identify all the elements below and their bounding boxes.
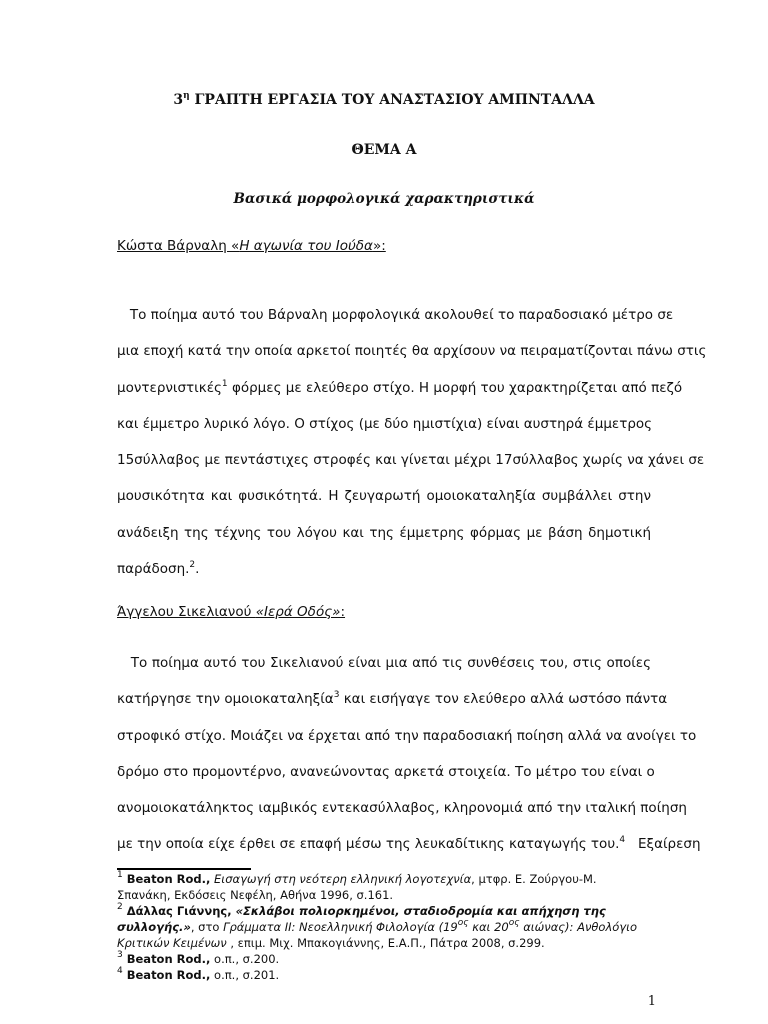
- paragraph-line: κατήργησε την ομοιοκαταληξία$^3$ και εισήγαγε τον ελεύθερο αλλά ωστόσο πάντα: [117, 690, 668, 708]
- footnote: $^1$ Beaton Rod., Εισαγωγή στη νεότερη ελληνική λογοτεχνία, μτφρ. Ε. Ζούργου-Μ. Σπανάκη, Εκδόσεις Νεφέλη, Αθήνα 1996, σ.161.: [117, 870, 597, 902]
- section2-heading: Άγγελου Σικελιανού «Ιερά Οδός»:: [117, 604, 346, 620]
- paragraph-line: Το ποίημα αυτό του Βάρναλη μορφολογικά ακολουθεί το παραδοσιακό μέτρο σε: [117, 307, 674, 323]
- paragraph-line: παράδοση.$^2$.: [117, 560, 200, 578]
- document-title: $3^\eta$ ΓΡΑΠΤΗ ΕΡΓΑΣΙΑ ΤΟΥ ΑΝΑΣΤΑΣΙΟΥ ΑΜΠΝΤΑΛΛΑ: [173, 91, 595, 108]
- footnote: $^2$ Δάλλας Γιάννης, «Σκλάβοι πολιορκημένοι, σταδιοδρομία και απήχηση της συλλογής.», στο Γράμματα ΙΙ: Νεοελληνική Φιλολογία ($19^{o\varsigma}$ και $20^{o\varsigma}$ αιώνας): Ανθολόγιο Κριτικών Κειμένων , επιμ. Μιχ. Μπακογιάννης, Ε.Α.Π., Πάτρα 2008, σ.299.: [117, 902, 638, 950]
- section2-paragraph: [117, 645, 701, 863]
- footnote-ref[interactable]: 2: [189, 560, 196, 571]
- paragraph-line: στροφικό στίχο. Μοιάζει να έρχεται από την παραδοσιακή ποίηση αλλά να ανοίγει το: [117, 727, 697, 744]
- paragraph-line: ανάδειξη της τέχνης του λόγου και της έμμετρης φόρμας με βάση δημοτική: [117, 524, 651, 541]
- paragraph-line: ανομοιοκατάληκτος ιαμβικός εντεκασύλλαβος, κληρονομιά από την ιταλική ποίηση: [117, 800, 687, 817]
- paragraph-line: Το ποίημα αυτό του Σικελιανού είναι μια από τις συνθέσεις του, στις οποίες: [117, 655, 651, 671]
- section-heading: Βασικά μορφολογικά χαρακτηριστικά: [233, 191, 535, 207]
- paragraph-line: 15σύλλαβος με πεντάστιχες στροφές και γίνεται μέχρι 17σύλλαβος χωρίς να χάνει σε: [117, 452, 705, 469]
- paragraph-line: με την οποία είχε έρθει σε επαφή μέσω της λευκαδίτικης καταγωγής του.$^4$ Εξαίρεση: [117, 835, 701, 853]
- section1-heading: Κώστα Βάρναλη «Η αγωνία του Ιούδα»:: [117, 238, 386, 254]
- footnote-ref[interactable]: 1: [221, 378, 228, 389]
- footnote-ref[interactable]: 4: [619, 835, 626, 846]
- footnote-ref[interactable]: 3: [333, 690, 340, 701]
- footnote: $^4$ Beaton Rod., ο.π., σ.201.: [117, 966, 280, 982]
- footnotes: [117, 871, 651, 983]
- paragraph-line: μουσικότητα και φυσικότητά. Η ζευγαρωτή ομοιοκαταληξία συμβάλλει στην: [117, 488, 651, 505]
- paragraph-line: και έμμετρο λυρικό λόγο. Ο στίχος (με δύο ημιστίχια) είναι αυστηρά έμμετρος: [117, 415, 653, 432]
- footnote-separator: [117, 868, 251, 870]
- paragraph-line: δρόμο στο προμοντέρνο, ανανεώνοντας αρκετά στοιχεία. Το μέτρο του είναι ο: [117, 763, 655, 780]
- document-subtitle: ΘΕΜΑ Α: [351, 142, 417, 158]
- paragraph-line: μοντερνιστικές$^1$ φόρμες με ελεύθερο στίχο. Η μορφή του χαρακτηρίζεται από πεζό: [117, 378, 683, 396]
- footnote: $^3$ Beaton Rod., ο.π., σ.200.: [117, 950, 280, 966]
- page-number: 1: [647, 994, 656, 1009]
- paragraph-line: μια εποχή κατά την οποία αρκετοί ποιητές θα αρχίσουν να πειραματίζονται πάνω στις: [117, 343, 707, 360]
- section1-paragraph: [117, 297, 707, 587]
